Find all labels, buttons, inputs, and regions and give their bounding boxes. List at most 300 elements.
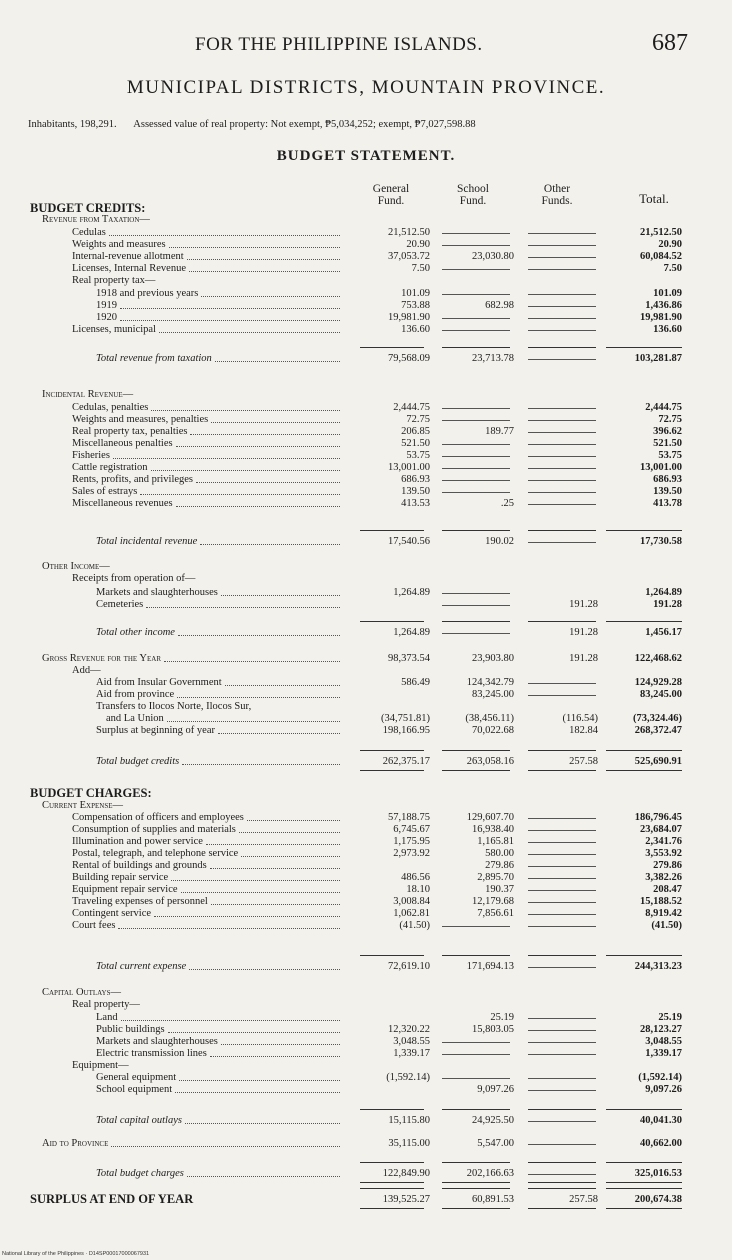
row-label: Electric transmission lines xyxy=(96,1048,207,1059)
school-fund-value: 190.37 xyxy=(485,884,514,895)
table-row xyxy=(0,848,732,859)
row-label: School equipment xyxy=(96,1084,173,1095)
empty-cell-rule xyxy=(528,854,596,855)
table-row xyxy=(0,275,732,286)
row-label: BUDGET CHARGES: xyxy=(30,786,152,800)
total-rule xyxy=(442,750,510,751)
table-row xyxy=(0,653,732,664)
row-label: Real property— xyxy=(72,999,140,1010)
table-row xyxy=(0,1048,732,1059)
total-value: 9,097.26 xyxy=(645,1084,682,1095)
empty-cell-rule xyxy=(528,902,596,903)
dot-leader xyxy=(196,482,340,483)
school-fund-value: 580.00 xyxy=(485,848,514,859)
row-label: 1920 xyxy=(96,312,117,323)
dot-leader xyxy=(225,685,340,686)
table-row xyxy=(0,227,732,238)
empty-cell-rule xyxy=(442,1078,510,1079)
total-rule xyxy=(606,1162,682,1163)
total-value: 3,553.92 xyxy=(645,848,682,859)
dot-leader xyxy=(109,235,340,236)
empty-cell-rule xyxy=(528,480,596,481)
school-fund-value: 129,607.70 xyxy=(466,812,514,823)
general-fund-value: 2,444.75 xyxy=(393,402,430,413)
row-label: Miscellaneous penalties xyxy=(72,438,173,449)
empty-cell-rule xyxy=(528,306,596,307)
dot-leader xyxy=(121,1020,340,1021)
school-fund-value: 263,058.16 xyxy=(466,756,514,767)
empty-cell-rule xyxy=(528,269,596,270)
total-rule xyxy=(360,1109,424,1110)
total-rule xyxy=(442,347,510,348)
row-label: 1919 xyxy=(96,300,117,311)
empty-cell-rule xyxy=(528,818,596,819)
total-rule xyxy=(528,955,596,956)
empty-cell-rule xyxy=(528,456,596,457)
total-rule xyxy=(442,770,510,771)
total-rule xyxy=(528,347,596,348)
row-label: Aid from province xyxy=(96,689,175,700)
general-fund-value: 686.93 xyxy=(401,474,430,485)
empty-cell-rule xyxy=(528,359,596,360)
dot-leader xyxy=(176,446,340,447)
budget-title: BUDGET STATEMENT. xyxy=(276,148,456,164)
empty-cell-rule xyxy=(528,444,596,445)
school-fund-value: 189.77 xyxy=(485,426,514,437)
dot-leader xyxy=(239,832,340,833)
general-fund-value: 413.53 xyxy=(401,498,430,509)
table-row xyxy=(0,665,732,676)
table-row xyxy=(0,872,732,883)
general-fund-value: (1,592.14) xyxy=(386,1072,430,1083)
general-fund-value: 7.50 xyxy=(411,263,430,274)
school-fund-value: 70,022.68 xyxy=(472,725,514,736)
total-rule xyxy=(528,1109,596,1110)
row-label: Sales of estrays xyxy=(72,486,138,497)
table-row xyxy=(0,1060,732,1071)
dot-leader xyxy=(201,296,340,297)
total-value: 413.78 xyxy=(653,498,682,509)
general-fund-value: 35,115.00 xyxy=(388,1138,430,1149)
dot-leader xyxy=(211,904,340,905)
general-fund-value: 262,375.17 xyxy=(382,756,430,767)
total-value: 396.62 xyxy=(653,426,682,437)
table-row xyxy=(0,1072,732,1083)
dot-leader xyxy=(151,410,340,411)
dot-leader xyxy=(211,422,340,423)
dot-leader xyxy=(210,868,340,869)
empty-cell-rule xyxy=(528,914,596,915)
row-label: SURPLUS AT END OF YEAR xyxy=(30,1192,194,1206)
row-label: Markets and slaughterhouses xyxy=(96,587,218,598)
total-value: 136.60 xyxy=(653,324,682,335)
total-value: 200,674.38 xyxy=(634,1194,682,1205)
school-fund-value: 16,938.40 xyxy=(472,824,514,835)
total-value: 279.86 xyxy=(653,860,682,871)
row-label: Consumption of supplies and materials xyxy=(72,824,236,835)
table-row xyxy=(0,1138,732,1149)
table-row xyxy=(0,263,732,274)
dot-leader xyxy=(168,1032,340,1033)
dot-leader xyxy=(179,1080,340,1081)
total-rule xyxy=(606,955,682,956)
general-fund-value: 1,062.81 xyxy=(393,908,430,919)
total-value: 8,919.42 xyxy=(645,908,682,919)
other-funds-value: 182.84 xyxy=(569,725,598,736)
row-label: Real property tax— xyxy=(72,275,156,286)
total-rule xyxy=(528,1188,596,1189)
empty-cell-rule xyxy=(442,233,510,234)
general-fund-value: 1,264.89 xyxy=(393,587,430,598)
total-value: 23,684.07 xyxy=(640,824,682,835)
total-value: 21,512.50 xyxy=(640,227,682,238)
total-value: 139.50 xyxy=(653,486,682,497)
table-row xyxy=(0,1084,732,1095)
empty-cell-rule xyxy=(442,245,510,246)
school-fund-value: 60,891.53 xyxy=(472,1194,514,1205)
general-fund-value: 72.75 xyxy=(406,414,430,425)
dot-leader xyxy=(164,661,340,662)
empty-cell-rule xyxy=(528,318,596,319)
total-row xyxy=(0,353,732,364)
section-heading-row xyxy=(0,1194,732,1208)
row-label: Land xyxy=(96,1012,118,1023)
general-fund-value: 2,973.92 xyxy=(393,848,430,859)
total-rule xyxy=(360,1188,424,1189)
empty-cell-rule xyxy=(442,318,510,319)
empty-cell-rule xyxy=(442,1054,510,1055)
row-label: Total current expense xyxy=(96,961,187,972)
table-row xyxy=(0,599,732,610)
total-value: 20.90 xyxy=(658,239,682,250)
total-row xyxy=(0,1168,732,1179)
total-rule xyxy=(360,1182,424,1183)
general-fund-value: 586.49 xyxy=(401,677,430,688)
total-value: 13,001.00 xyxy=(640,462,682,473)
column-header-line: General xyxy=(372,183,410,195)
dot-leader xyxy=(176,506,340,507)
row-label: Traveling expenses of personnel xyxy=(72,896,208,907)
dot-leader xyxy=(171,880,340,881)
table-row xyxy=(0,1024,732,1035)
total-value: 15,188.52 xyxy=(640,896,682,907)
row-label: Licenses, municipal xyxy=(72,324,156,335)
row-label: BUDGET CREDITS: xyxy=(30,201,146,215)
empty-cell-rule xyxy=(528,294,596,295)
inhabitants-text: Inhabitants, 198,291. xyxy=(28,119,117,130)
row-label: Contingent service xyxy=(72,908,152,919)
general-fund-value: (41.50) xyxy=(399,920,430,931)
row-label: Real property tax, penalties xyxy=(72,426,188,437)
table-row xyxy=(0,402,732,413)
total-rule xyxy=(606,750,682,751)
table-row xyxy=(0,812,732,823)
total-value: 53.75 xyxy=(658,450,682,461)
empty-cell-rule xyxy=(528,1018,596,1019)
dot-leader xyxy=(190,434,340,435)
general-fund-value: 753.88 xyxy=(401,300,430,311)
empty-cell-rule xyxy=(528,492,596,493)
table-row xyxy=(0,251,732,262)
row-label: Licenses, Internal Revenue xyxy=(72,263,186,274)
table-row xyxy=(0,999,732,1010)
empty-cell-rule xyxy=(442,593,510,594)
dot-leader xyxy=(189,271,340,272)
column-header-line: Other xyxy=(543,183,571,195)
table-row xyxy=(0,987,732,998)
empty-cell-rule xyxy=(528,878,596,879)
total-rule xyxy=(442,530,510,531)
row-label: Cedulas, penalties xyxy=(72,402,149,413)
empty-cell-rule xyxy=(528,695,596,696)
empty-cell-rule xyxy=(442,926,510,927)
table-row xyxy=(0,300,732,311)
general-fund-value: 13,001.00 xyxy=(388,462,430,473)
total-rule xyxy=(606,770,682,771)
total-value: 191.28 xyxy=(653,599,682,610)
total-rule xyxy=(606,1182,682,1183)
row-label: Illumination and power service xyxy=(72,836,203,847)
table-row xyxy=(0,677,732,688)
general-fund-value: 79,568.09 xyxy=(388,353,430,364)
empty-cell-rule xyxy=(528,830,596,831)
total-rule xyxy=(606,621,682,622)
total-rule xyxy=(442,1208,510,1209)
table-row xyxy=(0,288,732,299)
total-rule xyxy=(442,621,510,622)
total-value: 208.47 xyxy=(653,884,682,895)
dot-leader xyxy=(189,969,340,970)
total-rule xyxy=(528,750,596,751)
school-fund-value: 83,245.00 xyxy=(472,689,514,700)
row-label: Total budget charges xyxy=(96,1168,184,1179)
total-value: 122,468.62 xyxy=(634,653,682,664)
total-rule xyxy=(360,750,424,751)
empty-cell-rule xyxy=(528,432,596,433)
general-fund-value: 21,512.50 xyxy=(388,227,430,238)
page-number: 687 xyxy=(652,30,688,56)
table-row xyxy=(0,824,732,835)
dot-leader xyxy=(167,721,340,722)
empty-cell-rule xyxy=(528,233,596,234)
row-label: Compensation of officers and employees xyxy=(72,812,244,823)
school-fund-value: 279.86 xyxy=(485,860,514,871)
row-label: Equipment— xyxy=(72,1060,129,1071)
total-value: 3,048.55 xyxy=(645,1036,682,1047)
total-value: 244,313.23 xyxy=(634,961,682,972)
general-fund-value: 57,188.75 xyxy=(388,812,430,823)
row-label: Cemeteries xyxy=(96,599,144,610)
total-value: 186,796.45 xyxy=(634,812,682,823)
table-row xyxy=(0,414,732,425)
table-row xyxy=(0,573,732,584)
total-rule xyxy=(442,955,510,956)
total-value: 17,730.58 xyxy=(640,536,682,547)
dot-leader xyxy=(210,1056,340,1057)
empty-cell-rule xyxy=(442,633,510,634)
general-fund-value: 12,320.22 xyxy=(388,1024,430,1035)
total-rule xyxy=(528,1208,596,1209)
row-label: Internal-revenue allotment xyxy=(72,251,184,262)
general-fund-value: 15,115.80 xyxy=(388,1115,430,1126)
column-header-line: Funds. xyxy=(541,195,573,207)
row-label: Transfers to Ilocos Norte, Ilocos Sur, xyxy=(96,701,252,712)
total-value: 7.50 xyxy=(663,263,682,274)
empty-cell-rule xyxy=(528,890,596,891)
total-value: 25.19 xyxy=(658,1012,682,1023)
school-fund-value: 25.19 xyxy=(490,1012,514,1023)
total-value: 19,981.90 xyxy=(640,312,682,323)
total-value: 3,382.26 xyxy=(645,872,682,883)
table-row xyxy=(0,462,732,473)
row-label: Public buildings xyxy=(96,1024,165,1035)
empty-cell-rule xyxy=(528,1042,596,1043)
row-label: General equipment xyxy=(96,1072,177,1083)
dot-leader xyxy=(169,247,340,248)
total-value: 40,041.30 xyxy=(640,1115,682,1126)
table-row xyxy=(0,701,732,712)
total-row xyxy=(0,627,732,638)
row-label: Weights and measures, penalties xyxy=(72,414,209,425)
total-value: 686.93 xyxy=(653,474,682,485)
total-rule xyxy=(442,1162,510,1163)
dot-leader xyxy=(120,308,340,309)
school-fund-value: 202,166.63 xyxy=(466,1168,514,1179)
general-fund-value: 139.50 xyxy=(401,486,430,497)
row-label: Markets and slaughterhouses xyxy=(96,1036,218,1047)
total-rule xyxy=(528,530,596,531)
total-rule xyxy=(606,1188,682,1189)
total-value: 83,245.00 xyxy=(640,689,682,700)
empty-cell-rule xyxy=(528,1054,596,1055)
total-rule xyxy=(360,530,424,531)
total-rule xyxy=(360,770,424,771)
general-fund-value: 521.50 xyxy=(401,438,430,449)
empty-cell-rule xyxy=(528,1030,596,1031)
row-label: Cattle registration xyxy=(72,462,148,473)
general-fund-value: 3,048.55 xyxy=(393,1036,430,1047)
total-value: 1,264.89 xyxy=(645,587,682,598)
row-label: Total incidental revenue xyxy=(96,536,198,547)
total-rule xyxy=(360,621,424,622)
total-row xyxy=(0,1115,732,1126)
school-fund-value: 171,694.13 xyxy=(466,961,514,972)
total-value: (41.50) xyxy=(651,920,682,931)
dot-leader xyxy=(247,820,340,821)
empty-cell-rule xyxy=(442,605,510,606)
row-label: Building repair service xyxy=(72,872,169,883)
general-fund-value: 3,008.84 xyxy=(393,896,430,907)
dot-leader xyxy=(241,856,340,857)
general-fund-value: 18.10 xyxy=(406,884,430,895)
dot-leader xyxy=(151,470,340,471)
footer-note: National Library of the Philippines · D14SP00017000067931 xyxy=(2,1251,150,1257)
total-rule xyxy=(528,1162,596,1163)
row-label: Weights and measures xyxy=(72,239,166,250)
total-rule xyxy=(606,1109,682,1110)
general-fund-value: 1,175.95 xyxy=(393,836,430,847)
empty-cell-rule xyxy=(528,1144,596,1145)
general-fund-value: 206.85 xyxy=(401,426,430,437)
dot-leader xyxy=(118,928,340,929)
school-fund-value: (38,456.11) xyxy=(465,713,514,724)
total-row xyxy=(0,756,732,767)
empty-cell-rule xyxy=(528,866,596,867)
general-fund-value: 122,849.90 xyxy=(382,1168,430,1179)
total-rule xyxy=(442,1188,510,1189)
school-fund-value: 15,803.05 xyxy=(472,1024,514,1035)
assessed-value-text: Assessed value of real property: Not exempt, ₱5,034,252; exempt, ₱7,027,598.88 xyxy=(133,119,476,130)
general-fund-value: (34,751.81) xyxy=(381,713,430,724)
school-fund-value: .25 xyxy=(500,498,514,509)
dot-leader xyxy=(159,332,340,333)
dot-leader xyxy=(215,361,340,362)
row-label: Total revenue from taxation xyxy=(96,353,212,364)
dot-leader xyxy=(111,1146,340,1147)
row-label: Rental of buildings and grounds xyxy=(72,860,207,871)
general-fund-value: 53.75 xyxy=(406,450,430,461)
total-value: 60,084.52 xyxy=(640,251,682,262)
empty-cell-rule xyxy=(528,330,596,331)
dot-leader xyxy=(146,607,340,608)
total-rule xyxy=(360,955,424,956)
total-rule xyxy=(606,1208,682,1209)
dot-leader xyxy=(206,844,340,845)
empty-cell-rule xyxy=(528,842,596,843)
general-fund-value: 1,264.89 xyxy=(393,627,430,638)
other-funds-value: 257.58 xyxy=(569,756,598,767)
total-value: 1,456.17 xyxy=(645,627,682,638)
empty-cell-rule xyxy=(528,1174,596,1175)
table-row xyxy=(0,800,732,811)
table-row xyxy=(0,689,732,700)
table-row xyxy=(0,426,732,437)
empty-cell-rule xyxy=(442,269,510,270)
school-fund-value: 23,903.80 xyxy=(472,653,514,664)
empty-cell-rule xyxy=(442,468,510,469)
row-label: Gross Revenue for the Year xyxy=(42,653,162,664)
empty-cell-rule xyxy=(442,480,510,481)
dot-leader xyxy=(120,320,340,321)
table-row xyxy=(0,860,732,871)
table-row xyxy=(0,498,732,509)
general-fund-value: 1,339.17 xyxy=(393,1048,430,1059)
row-label: Total capital outlays xyxy=(96,1115,182,1126)
general-fund-value: 486.56 xyxy=(401,872,430,883)
general-fund-value: 19,981.90 xyxy=(388,312,430,323)
dot-leader xyxy=(218,733,340,734)
total-value: 28,123.27 xyxy=(640,1024,682,1035)
table-row xyxy=(0,450,732,461)
school-fund-value: 23,713.78 xyxy=(472,353,514,364)
school-fund-value: 1,165.81 xyxy=(477,836,514,847)
empty-cell-rule xyxy=(528,408,596,409)
dot-leader xyxy=(182,764,340,765)
empty-cell-rule xyxy=(528,504,596,505)
total-value: 2,444.75 xyxy=(645,402,682,413)
table-row xyxy=(0,587,732,598)
row-label: Current Expense— xyxy=(42,800,123,811)
total-value: 103,281.87 xyxy=(634,353,682,364)
total-value: 124,929.28 xyxy=(634,677,682,688)
table-row xyxy=(0,312,732,323)
running-title: FOR THE PHILIPPINE ISLANDS. xyxy=(195,34,483,55)
row-label: Other Income— xyxy=(42,561,110,572)
row-label: Capital Outlays— xyxy=(42,987,122,998)
empty-cell-rule xyxy=(442,444,510,445)
table-row xyxy=(0,561,732,572)
column-header-total: Total. xyxy=(639,191,669,206)
